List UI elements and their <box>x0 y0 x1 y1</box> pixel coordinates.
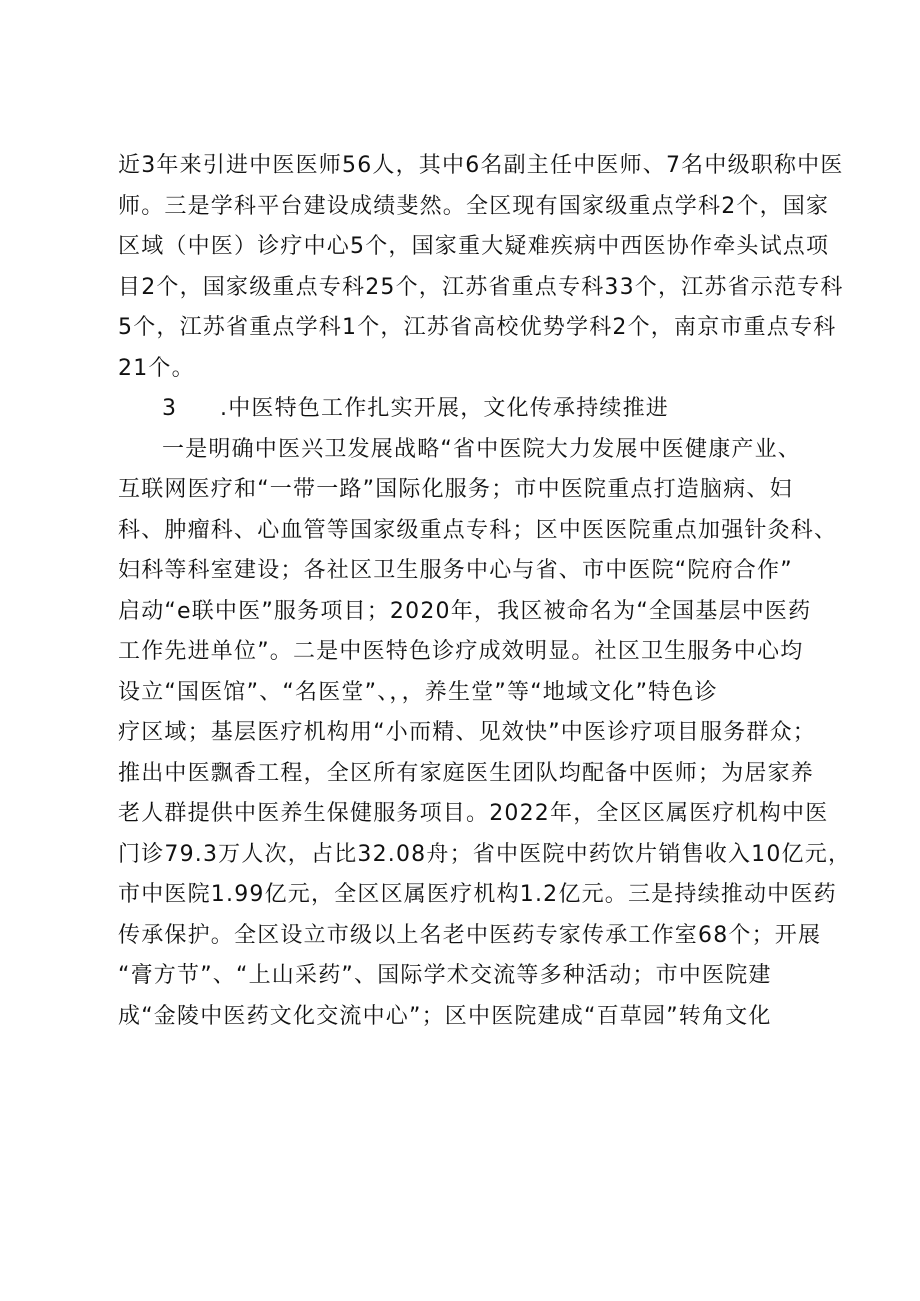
para2-line-6: 工作先进单位”。二是中医特色诊疗成效明显。社区卫生服务中心均 <box>118 639 804 664</box>
para2-line-7: 设立“国医馆”、“名医堂”、，，养生堂”等“地域文化”特色诊 <box>118 679 718 705</box>
para2-line-13: 传承保护。全区设立市级以上名老中医药专家传承工作室68个；开展 <box>118 922 822 948</box>
para2-line-9: 推出中医飘香工程，全区所有家庭医生团队均配备中医师；为居家养 <box>118 760 815 786</box>
para1-line-5: 5个，江苏省重点学科1个，江苏省高校优势学科2个，南京市重点专科 <box>118 315 837 340</box>
para2-line-12: 市中医院1.99亿元，全区区属医疗机构1.2亿元。三是持续推动中医药 <box>118 882 837 907</box>
para2-line-3: 科、肿瘤科、心血管等国家级重点专科；区中医医院重点加强针灸科、 <box>118 517 838 543</box>
para1-line-6: 21个。 <box>118 355 195 381</box>
para2-line-14: “膏方节”、“上山采药”、国际学术交流等多种活动；市中医院建 <box>118 963 772 988</box>
para2-line-2: 互联网医疗和“一带一路”国际化服务；市中医院重点打造脑病、妇 <box>118 477 793 502</box>
section-heading <box>118 389 818 430</box>
section-heading-number: 3 <box>162 396 178 421</box>
para2-line-5: 启动“e联中医”服务项目；2020年，我区被命名为“全国基层中医药 <box>118 598 812 624</box>
para1-line-4: 目2个，国家级重点专科25个，江苏省重点专科33个，江苏省示范专科 <box>118 274 844 300</box>
section-heading-text: .中医特色工作扎实开展，文化传承持续推进 <box>220 396 669 421</box>
para1-line-2: 师。三是学科平台建设成绩斐然。全区现有国家级重点学科2个，国家 <box>118 193 830 219</box>
para2-line-10: 老人群提供中医养生保健服务项目。2022年，全区区属医疗机构中医 <box>118 801 829 826</box>
para2-line-4: 妇科等科室建设；各社区卫生服务中心与省、市中医院“院府合作” <box>118 558 793 583</box>
para2-line-8: 疗区域；基层医疗机构用“小而精、见效快”中医诊疗项目服务群众； <box>118 720 816 745</box>
para2-line-11: 门诊79.3万人次，占比32.08舟；省中医院中药饮片销售收入10亿元， <box>118 841 852 867</box>
document-body <box>118 146 852 1037</box>
para1-line-1: 近3年来引进中医医师56人，其中6名副主任中医师、7名中级职称中医 <box>118 153 844 178</box>
para2-line-1: 一是明确中医兴卫发展战略“省中医院大力发展中医健康产业、 <box>162 436 801 462</box>
para1-line-3: 区域（中医）诊疗中心5个，国家重大疑难疾病中西医协作牵头试点项 <box>118 234 830 259</box>
para2-line-15: 成“金陵中医药文化交流中心”；区中医院建成“百草园”转角文化 <box>118 1003 772 1029</box>
